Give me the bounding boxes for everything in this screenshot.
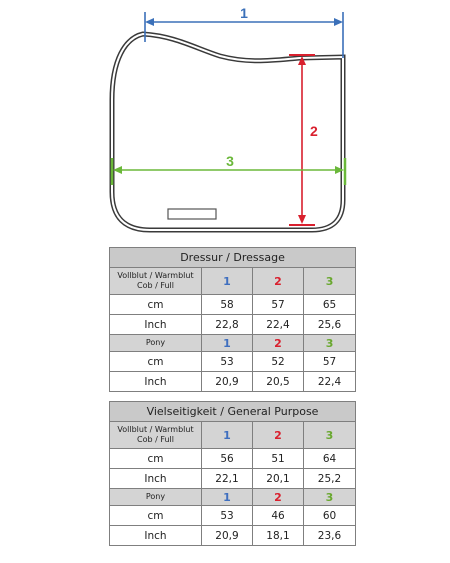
header-measure-2: 2: [253, 335, 304, 352]
header-measure-3: 3: [304, 422, 356, 449]
measure-2-label: 2: [310, 123, 318, 139]
dressage-size-table: [109, 247, 356, 392]
value-cell: 18,1: [253, 526, 304, 546]
table-title: Dressur / Dressage: [110, 248, 356, 268]
label-patch: [168, 209, 216, 219]
value-cell: 51: [253, 449, 304, 469]
header-measure-3: 3: [304, 335, 356, 352]
header-measure-3: 3: [304, 489, 356, 506]
unit-cell: cm: [110, 352, 202, 372]
measure-3-label: 3: [226, 153, 234, 169]
table-title: Vielseitigkeit / General Purpose: [110, 402, 356, 422]
header-measure-2: 2: [253, 489, 304, 506]
unit-cell: cm: [110, 295, 202, 315]
value-cell: 60: [304, 506, 356, 526]
header-measure-2: 2: [253, 422, 304, 449]
value-cell: 20,1: [253, 469, 304, 489]
value-cell: 65: [304, 295, 356, 315]
header-measure-1: 1: [202, 268, 253, 295]
value-cell: 53: [202, 506, 253, 526]
value-cell: 25,2: [304, 469, 356, 489]
value-cell: 57: [304, 352, 356, 372]
size-group-label: Pony: [110, 335, 202, 352]
value-cell: 64: [304, 449, 356, 469]
value-cell: 22,4: [304, 372, 356, 392]
size-group-label: Vollblut / Warmblut Cob / Full: [110, 422, 202, 449]
value-cell: 20,9: [202, 372, 253, 392]
unit-cell: cm: [110, 449, 202, 469]
value-cell: 58: [202, 295, 253, 315]
header-measure-3: 3: [304, 268, 356, 295]
saddle-pad-outline: [112, 34, 343, 230]
header-measure-2: 2: [253, 268, 304, 295]
value-cell: 23,6: [304, 526, 356, 546]
value-cell: 22,1: [202, 469, 253, 489]
size-group-label: Pony: [110, 489, 202, 506]
value-cell: 25,6: [304, 315, 356, 335]
value-cell: 57: [253, 295, 304, 315]
saddle-pad-diagram: [0, 0, 450, 240]
value-cell: 20,5: [253, 372, 304, 392]
general-purpose-size-table: [109, 401, 356, 546]
unit-cell: Inch: [110, 469, 202, 489]
value-cell: 22,4: [253, 315, 304, 335]
value-cell: 56: [202, 449, 253, 469]
header-measure-1: 1: [202, 489, 253, 506]
unit-cell: Inch: [110, 372, 202, 392]
value-cell: 52: [253, 352, 304, 372]
value-cell: 22,8: [202, 315, 253, 335]
header-measure-1: 1: [202, 335, 253, 352]
unit-cell: Inch: [110, 315, 202, 335]
unit-cell: Inch: [110, 526, 202, 546]
header-measure-1: 1: [202, 422, 253, 449]
value-cell: 46: [253, 506, 304, 526]
measure-1-label: 1: [240, 5, 248, 21]
value-cell: 53: [202, 352, 253, 372]
value-cell: 20,9: [202, 526, 253, 546]
unit-cell: cm: [110, 506, 202, 526]
size-group-label: Vollblut / Warmblut Cob / Full: [110, 268, 202, 295]
